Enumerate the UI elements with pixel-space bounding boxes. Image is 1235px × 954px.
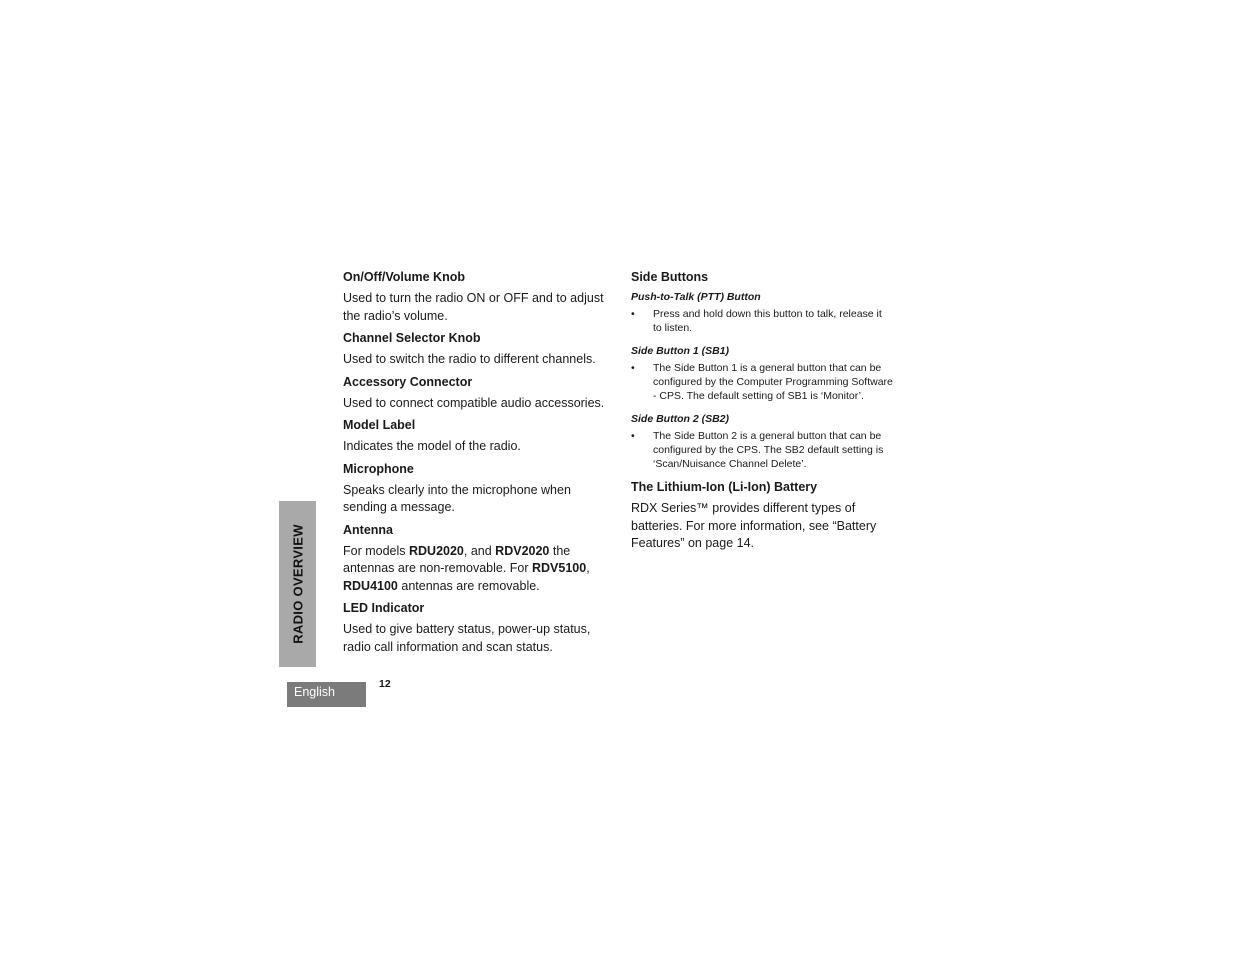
ptt-subheading: Push-to-Talk (PTT) Button [631,291,761,303]
channel-knob-heading: Channel Selector Knob [343,331,481,345]
bullet-marker: • [631,362,635,374]
model-rdv2020: RDV2020 [495,543,550,558]
accessory-connector-description: Used to connect compatible audio accessories. [343,395,605,410]
onoff-knob-heading: On/Off/Volume Knob [343,270,465,284]
bullet-marker: • [631,430,635,442]
sb1-bullet: • The Side Button 1 is a general button that can be configured by the Computer Programming Software - CPS. The default setting of SB1 is ‘Monitor’. [631,362,893,402]
antenna-description: For models RDU2020, and RDV2020 the antennas are non-removable. For RDV5100, RDU4100 antennas are removable. [343,543,590,593]
left-column [343,268,611,656]
battery-heading: The Lithium-Ion (Li-Ion) Battery [631,480,818,494]
sb1-subheading: Side Button 1 (SB1) [631,345,730,357]
channel-knob-description: Used to switch the radio to different channels. [343,352,596,366]
bullet-marker: • [631,308,635,320]
page-number: 12 [379,678,391,690]
model-label-description: Indicates the model of the radio. [343,439,521,453]
battery-description: RDX Series™ provides different types of batteries. For more information, see “Battery Features” on page 14. [631,501,877,550]
model-rdu2020: RDU2020 [409,543,464,558]
language-label: English [287,682,366,707]
antenna-heading: Antenna [343,522,393,537]
led-indicator-heading: LED Indicator [343,601,425,615]
side-buttons-heading: Side Buttons [631,270,709,284]
section-tab-label: RADIO OVERVIEW [290,524,305,644]
right-column [631,268,893,553]
onoff-knob-description: Used to turn the radio ON or OFF and to adjust the radio’s volume. [343,291,604,323]
led-indicator-description: Used to give battery status, power-up status, radio call information and scan status. [343,622,591,654]
model-label-heading: Model Label [343,418,416,432]
microphone-heading: Microphone [343,461,414,476]
sb2-bullet: • The Side Button 2 is a general button that can be configured by the CPS. The SB2 default setting is ‘Scan/Nuisance Channel Delete’. [631,430,884,470]
microphone-description: Speaks clearly into the microphone when sending a message. [343,482,571,514]
model-rdu4100: RDU4100 [343,578,398,593]
section-side-tab [279,501,316,667]
ptt-bullet: • Press and hold down this button to talk, release it to listen. [631,308,882,334]
accessory-connector-heading: Accessory Connector [343,374,473,389]
sb2-subheading: Side Button 2 (SB2) [631,413,730,425]
model-rdv5100: RDV5100 [532,561,587,575]
